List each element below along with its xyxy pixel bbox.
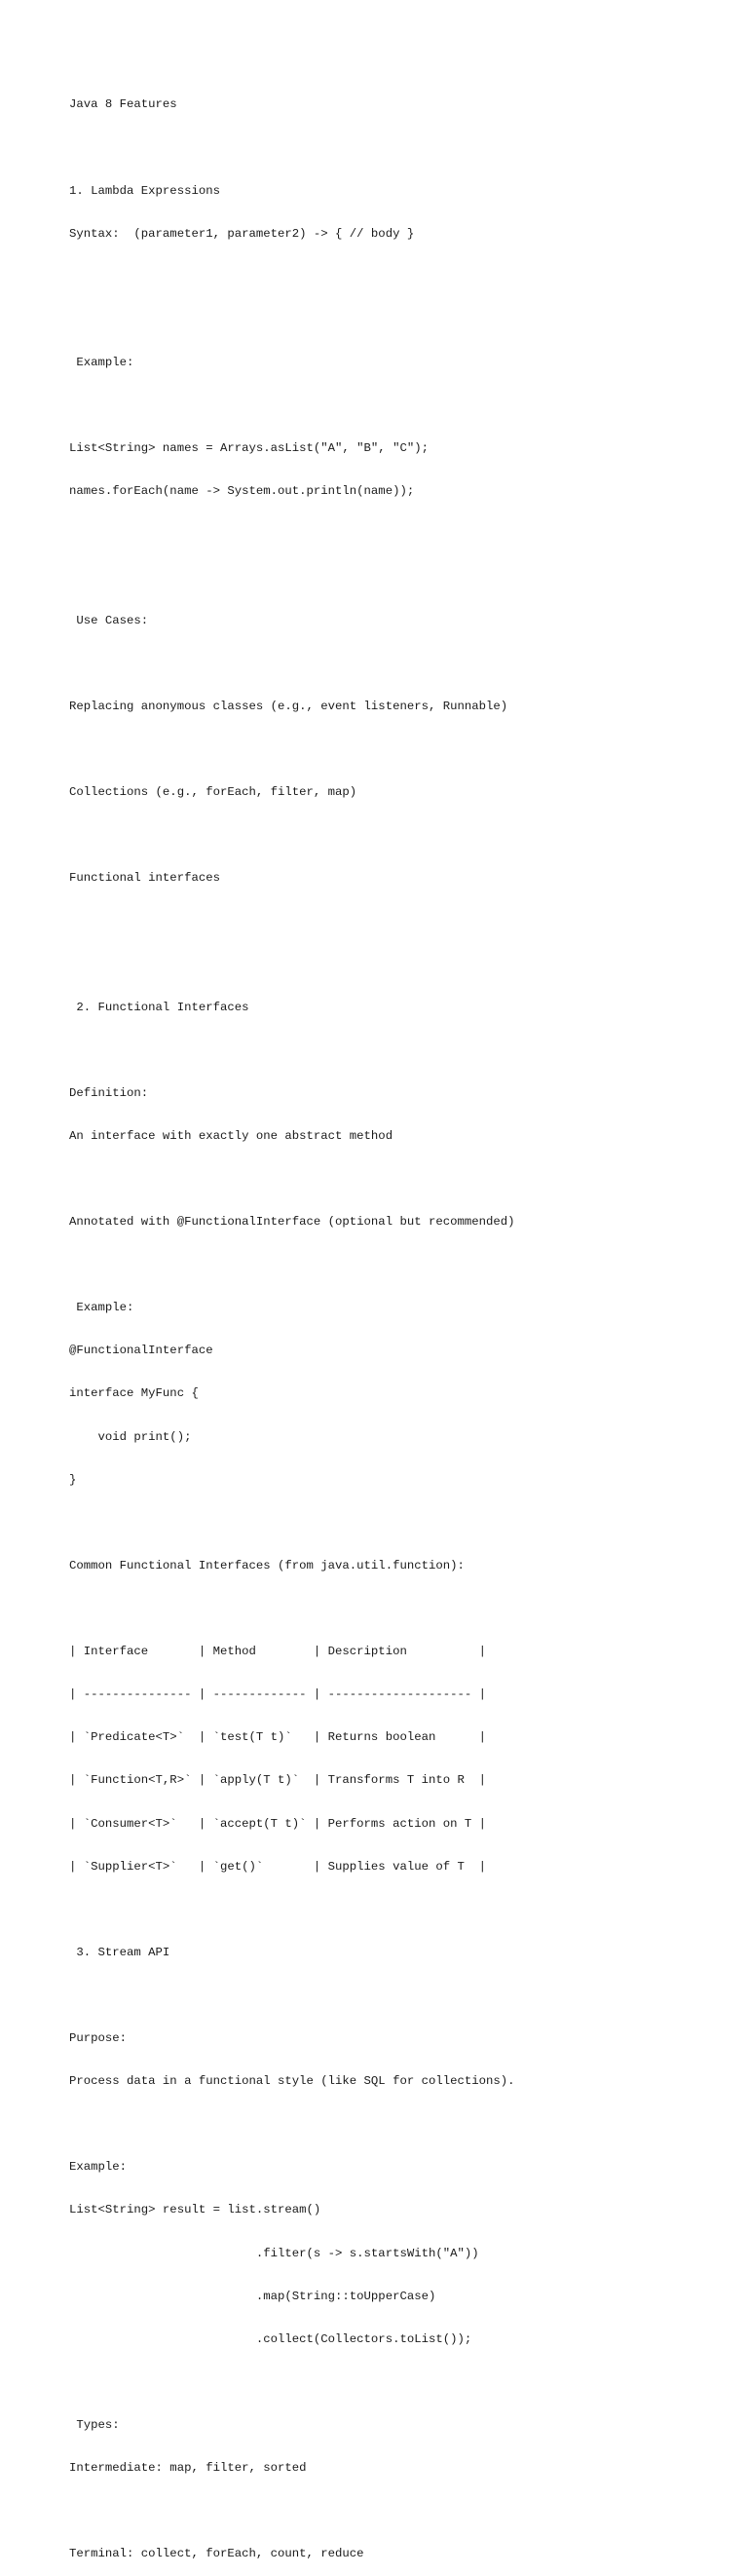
lambda-syntax: Syntax: (parameter1, parameter2) -> { // body }	[69, 226, 415, 241]
types-label: Types:	[69, 2418, 120, 2432]
blank-line	[69, 957, 731, 971]
definition-label: Definition:	[69, 1085, 149, 1100]
blank-line	[69, 2504, 731, 2519]
blank-line	[69, 141, 731, 156]
section-heading-stream-api: 3. Stream API	[69, 1945, 170, 1959]
definition-text: An interface with exactly one abstract method	[69, 1128, 393, 1143]
code-line: names.forEach(name -> System.out.println(name));	[69, 484, 415, 499]
doc-title: Java 8 Features	[69, 97, 177, 112]
document-body	[69, 69, 731, 2576]
use-case-item: Collections (e.g., forEach, filter, map)	[69, 785, 357, 800]
blank-line	[69, 742, 731, 757]
common-interfaces-heading: Common Functional Interfaces (from java.util.function):	[69, 1558, 465, 1572]
blank-line	[69, 657, 731, 671]
use-case-item: Replacing anonymous classes (e.g., event listeners, Runnable)	[69, 699, 508, 713]
blank-line	[69, 1043, 731, 1058]
types-intermediate: Intermediate: map, filter, sorted	[69, 2461, 307, 2476]
blank-line	[69, 527, 731, 542]
code-line: }	[69, 1472, 77, 1487]
blank-line	[69, 313, 731, 327]
table-row: | `Consumer<T>` | `accept(T t)` | Performs action on T |	[69, 1816, 487, 1831]
blank-line	[69, 1602, 731, 1616]
section-heading-lambda: 1. Lambda Expressions	[69, 183, 220, 198]
table-row: | `Predicate<T>` | `test(T t)` | Returns boolean |	[69, 1730, 487, 1745]
blank-line	[69, 2117, 731, 2132]
types-terminal: Terminal: collect, forEach, count, reduce	[69, 2547, 364, 2561]
table-header-row: | Interface | Method | Description |	[69, 1645, 487, 1659]
blank-line	[69, 270, 731, 284]
purpose-text: Process data in a functional style (like SQL for collections).	[69, 2074, 515, 2089]
code-line: List<String> names = Arrays.asList("A", "B", "C");	[69, 441, 429, 456]
blank-line	[69, 1903, 731, 1917]
section-heading-functional-interfaces: 2. Functional Interfaces	[69, 1000, 249, 1014]
code-line: .collect(Collectors.toList());	[69, 2331, 472, 2346]
table-separator-row: | --------------- | ------------- | -------------------- |	[69, 1687, 487, 1702]
functional-example-label: Example:	[69, 1301, 134, 1315]
blank-line	[69, 914, 731, 928]
code-line: void print();	[69, 1429, 192, 1444]
code-line: .map(String::toUpperCase)	[69, 2289, 436, 2303]
blank-line	[69, 398, 731, 413]
blank-line	[69, 1989, 731, 2003]
code-line: List<String> result = list.stream()	[69, 2203, 321, 2217]
blank-line	[69, 828, 731, 843]
use-cases-label: Use Cases:	[69, 613, 149, 627]
code-line: .filter(s -> s.startsWith("A"))	[69, 2246, 479, 2260]
purpose-label: Purpose:	[69, 2031, 128, 2046]
table-row: | `Supplier<T>` | `get()` | Supplies value of T |	[69, 1859, 487, 1874]
stream-example-label: Example:	[69, 2160, 128, 2175]
blank-line	[69, 1172, 731, 1187]
code-line: @FunctionalInterface	[69, 1344, 213, 1358]
blank-line	[69, 1258, 731, 1272]
blank-line	[69, 571, 731, 586]
lambda-example-label: Example:	[69, 356, 134, 370]
annotation-note: Annotated with @FunctionalInterface (optional but recommended)	[69, 1215, 515, 1230]
code-line: interface MyFunc {	[69, 1386, 199, 1401]
table-row: | `Function<T,R>` | `apply(T t)` | Transforms T into R |	[69, 1773, 487, 1788]
blank-line	[69, 1516, 731, 1531]
use-case-item: Functional interfaces	[69, 871, 220, 886]
blank-line	[69, 2375, 731, 2390]
